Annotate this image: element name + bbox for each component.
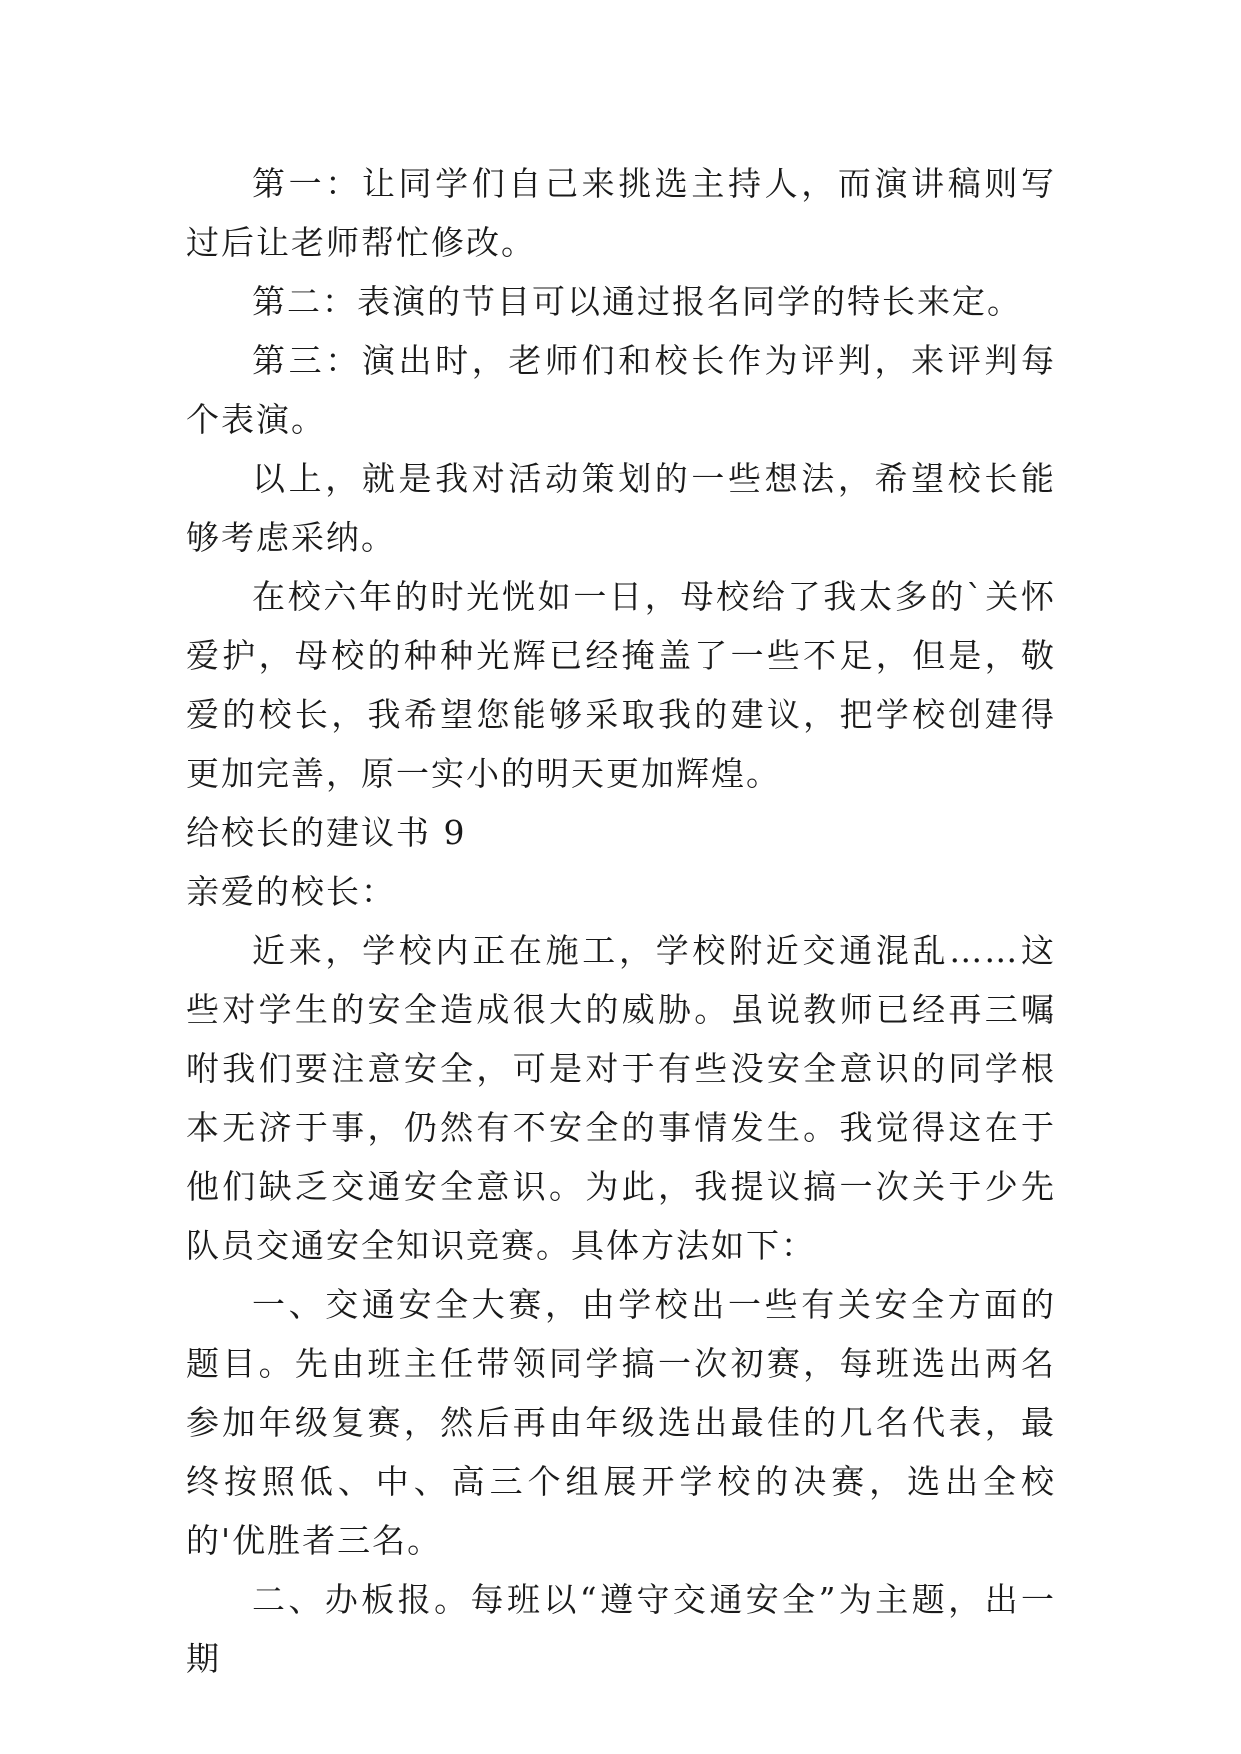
- salutation: 亲爱的校长：: [186, 872, 396, 911]
- paragraph-1: 第一：让同学们自己来挑选主持人，而演讲稿则写过后让老师帮忙修改。: [186, 164, 1056, 262]
- section-title: 给校长的建议书 9: [186, 813, 467, 852]
- document-body: [186, 154, 1056, 1688]
- paragraph-3: 第三：演出时，老师们和校长作为评判，来评判每个表演。: [186, 341, 1056, 439]
- paragraph-7: 一、交通安全大赛，由学校出一些有关安全方面的题目。先由班主任带领同学搞一次初赛，每班选出两名参加年级复赛，然后再由年级选出最佳的几名代表，最终按照低、中、高三个组展开学校的决赛，选出全校的'优胜者三名。: [186, 1285, 1056, 1560]
- paragraph-2: 第二：表演的节目可以通过报名同学的特长来定。: [252, 282, 1022, 321]
- paragraph-5: 在校六年的时光恍如一日，母校给了我太多的`关怀爱护，母校的种种光辉已经掩盖了一些不足，但是，敬爱的校长，我希望您能够采取我的建议，把学校创建得更加完善，原一实小的明天更加辉煌。: [186, 577, 1056, 793]
- paragraph-8: 二、办板报。每班以“遵守交通安全”为主题，出一期: [186, 1580, 1056, 1678]
- paragraph-4: 以上，就是我对活动策划的一些想法，希望校长能够考虑采纳。: [186, 459, 1056, 557]
- paragraph-6: 近来，学校内正在施工，学校附近交通混乱……这些对学生的安全造成很大的威胁。虽说教师已经再三嘱咐我们要注意安全，可是对于有些没安全意识的同学根本无济于事，仍然有不安全的事情发生。我觉得这在于他们缺乏交通安全意识。为此，我提议搞一次关于少先队员交通安全知识竞赛。具体方法如下：: [186, 931, 1056, 1265]
